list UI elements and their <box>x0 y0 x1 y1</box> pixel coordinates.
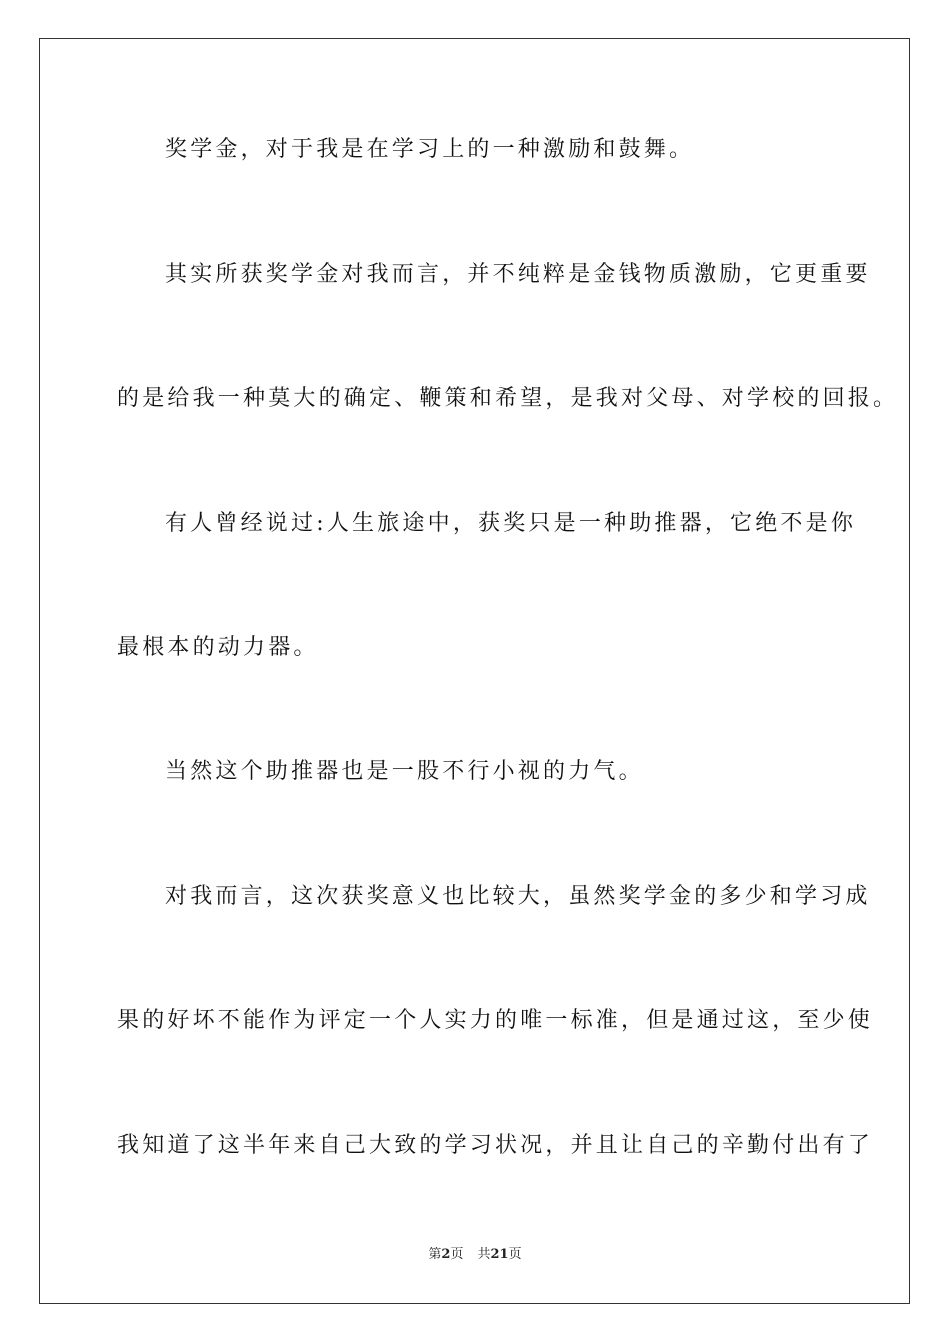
paragraph-1-line-1: 奖学金，对于我是在学习上的一种激励和鼓舞。 <box>165 137 695 162</box>
paragraph-5-line-1: 对我而言，这次获奖意义也比较大，虽然奖学金的多少和学习成 <box>165 884 871 909</box>
page-suffix: 页 <box>450 1247 464 1262</box>
total-pages: 21 <box>490 1247 509 1262</box>
paragraph-5-line-3: 我知道了这半年来自己大致的学习状况，并且让自己的辛勤付出有了 <box>117 1133 874 1158</box>
paragraph-3-line-2: 最根本的动力器。 <box>117 635 319 660</box>
paragraph-2-line-2: 的是给我一种莫大的确定、鞭策和希望，是我对父母、对学校的回报。 <box>117 386 899 411</box>
page-prefix: 第 <box>428 1247 442 1262</box>
paragraph-2-line-1: 其实所获奖学金对我而言，并不纯粹是金钱物质激励，它更重要 <box>165 262 871 287</box>
total-prefix: 共 <box>477 1247 491 1262</box>
page-number: 2 <box>441 1247 451 1262</box>
paragraph-4-line-1: 当然这个助推器也是一股不行小视的力气。 <box>165 759 644 784</box>
total-suffix: 页 <box>508 1247 522 1262</box>
page-border <box>39 38 910 1304</box>
paragraph-3-line-1: 有人曾经说过:人生旅途中，获奖只是一种助推器，它绝不是你 <box>165 511 857 536</box>
paragraph-5-line-2: 果的好坏不能作为评定一个人实力的唯一标准，但是通过这，至少使 <box>117 1008 874 1033</box>
page-footer <box>0 1246 950 1264</box>
